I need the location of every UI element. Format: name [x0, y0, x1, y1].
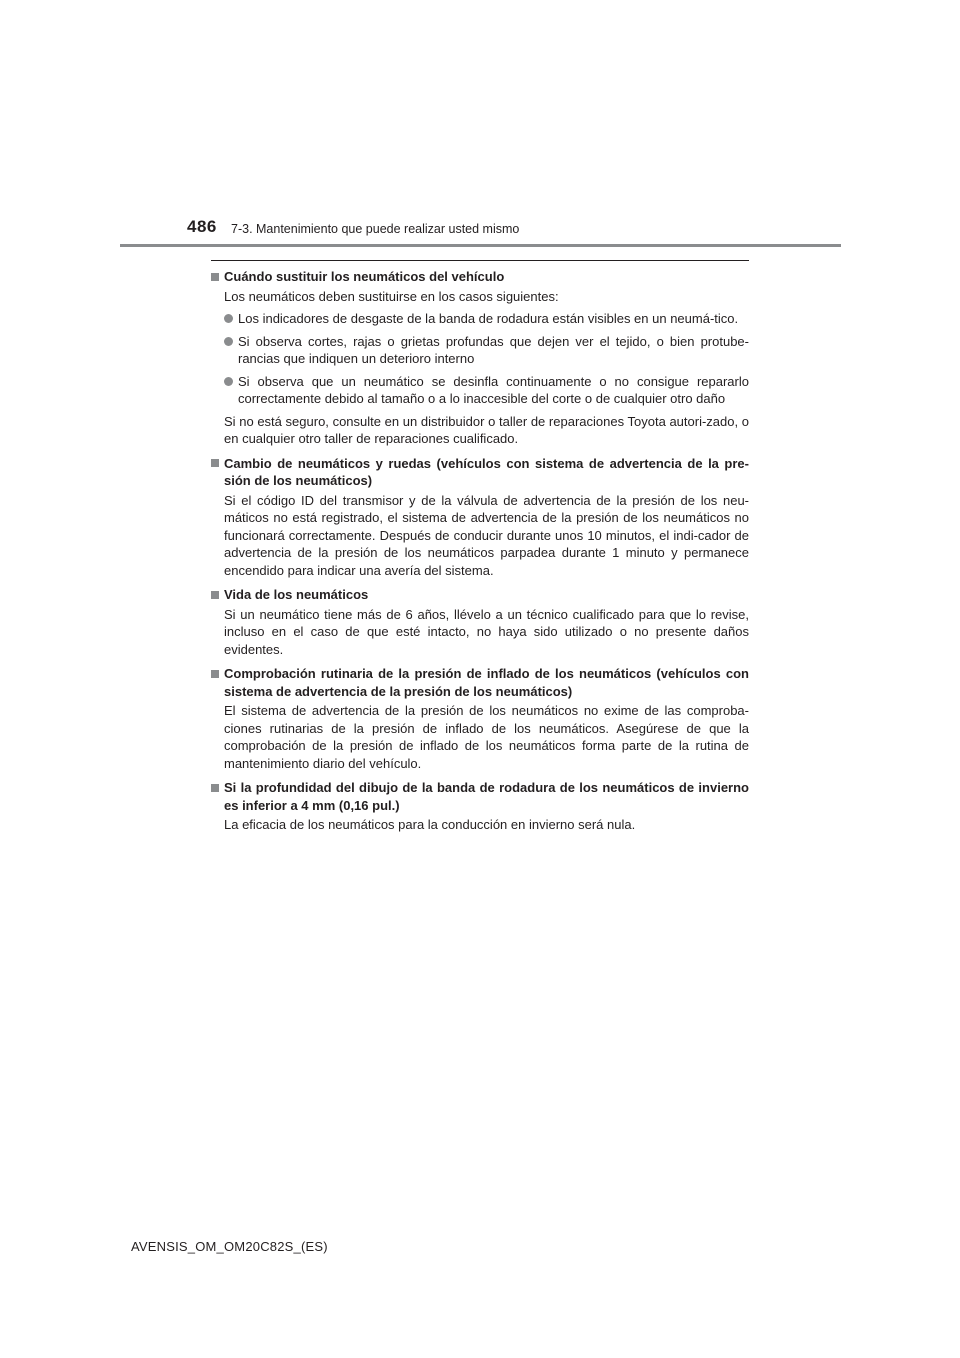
section-tire-life: [211, 586, 749, 658]
list-item: [211, 333, 749, 368]
section-outro: Si no está seguro, consulte en un distribuidor o taller de reparaciones Toyota autori-zado, o en cualquier otro taller de reparaciones cualificado.: [224, 413, 749, 446]
page-header: [0, 0, 960, 250]
section-body: Si el código ID del transmisor y de la válvula de advertencia de la presión de los neu-máticos no está registrado, el sistema de advertencia de la presión de los neumáticos no funcionará correctamente. Después de conducir durante unos 10 minutos, el indi-cador de advertencia de la presión de los neumáticos parpadea durante 1 minuto y permanece encendido para indicar una avería del sistema.: [224, 492, 749, 578]
section-heading: [211, 455, 749, 490]
square-bullet-icon: [211, 670, 219, 678]
section-pressure-check: [211, 665, 749, 772]
section-intro: Los neumáticos deben sustituirse en los casos siguientes:: [224, 288, 559, 304]
square-bullet-icon: [211, 591, 219, 599]
section-tire-wheel-change: [211, 455, 749, 580]
heading-text: Comprobación rutinaria de la presión de inflado de los neumáticos (vehículos con sistema de advertencia de la presión de los neumáticos): [224, 666, 749, 699]
heading-text: Cuándo sustituir los neumáticos del vehículo: [224, 269, 505, 284]
square-bullet-icon: [211, 459, 219, 467]
list-item: [211, 373, 749, 408]
section-heading: [211, 586, 749, 604]
content-divider: [211, 260, 749, 261]
list-item: [211, 310, 749, 328]
heading-text: Si la profundidad del dibujo de la banda de rodadura de los neumáticos de invierno es inferior a 4 mm (0,16 pul.): [224, 780, 749, 813]
circle-bullet-icon: [224, 377, 233, 386]
section-body: La eficacia de los neumáticos para la conducción en invierno será nula.: [224, 817, 636, 832]
page-number: 486: [187, 217, 217, 236]
list-item-text: Los indicadores de desgaste de la banda de rodadura están visibles en un neumá-tico.: [238, 311, 739, 326]
list-item-text: Si observa cortes, rajas o grietas profundas que dejen ver el tejido, o bien protube-rancias que indiquen un deterioro interno: [238, 333, 749, 366]
circle-bullet-icon: [224, 314, 233, 323]
header-divider: [120, 244, 841, 247]
heading-text: Cambio de neumáticos y ruedas (vehículos con sistema de advertencia de la pre-sión de los neumáticos): [224, 455, 749, 488]
section-tire-replacement: [211, 268, 749, 448]
section-body: Si un neumático tiene más de 6 años, llévelo a un técnico cualificado para que lo revise, incluso en el caso de que esté intacto, no haya sido utilizado o no presente daños evidentes.: [224, 606, 749, 657]
section-winter-tread-depth: [211, 779, 749, 834]
circle-bullet-icon: [224, 337, 233, 346]
heading-text: Vida de los neumáticos: [224, 587, 369, 602]
list-item-text: Si observa que un neumático se desinfla continuamente o no consigue repararlo correctamente debido al tamaño o a lo inaccesible del corte o de cualquier otro daño: [238, 373, 749, 406]
section-body: El sistema de advertencia de la presión de los neumáticos no exime de las comproba-ciones rutinarias de la presión de inflado de los neumáticos. Asegúrese de que la comprobación de la presión de inflado de los neumáticos forma parte de la rutina de mantenimiento diario del vehículo.: [224, 703, 749, 771]
section-title: 7-3. Mantenimiento que puede realizar usted mismo: [231, 222, 520, 236]
document-code: AVENSIS_OM_OM20C82S_(ES): [131, 1239, 328, 1254]
square-bullet-icon: [211, 784, 219, 792]
square-bullet-icon: [211, 273, 219, 281]
section-heading: [211, 268, 749, 286]
section-heading: [211, 779, 749, 814]
page-content: [211, 268, 749, 841]
section-heading: [211, 665, 749, 700]
